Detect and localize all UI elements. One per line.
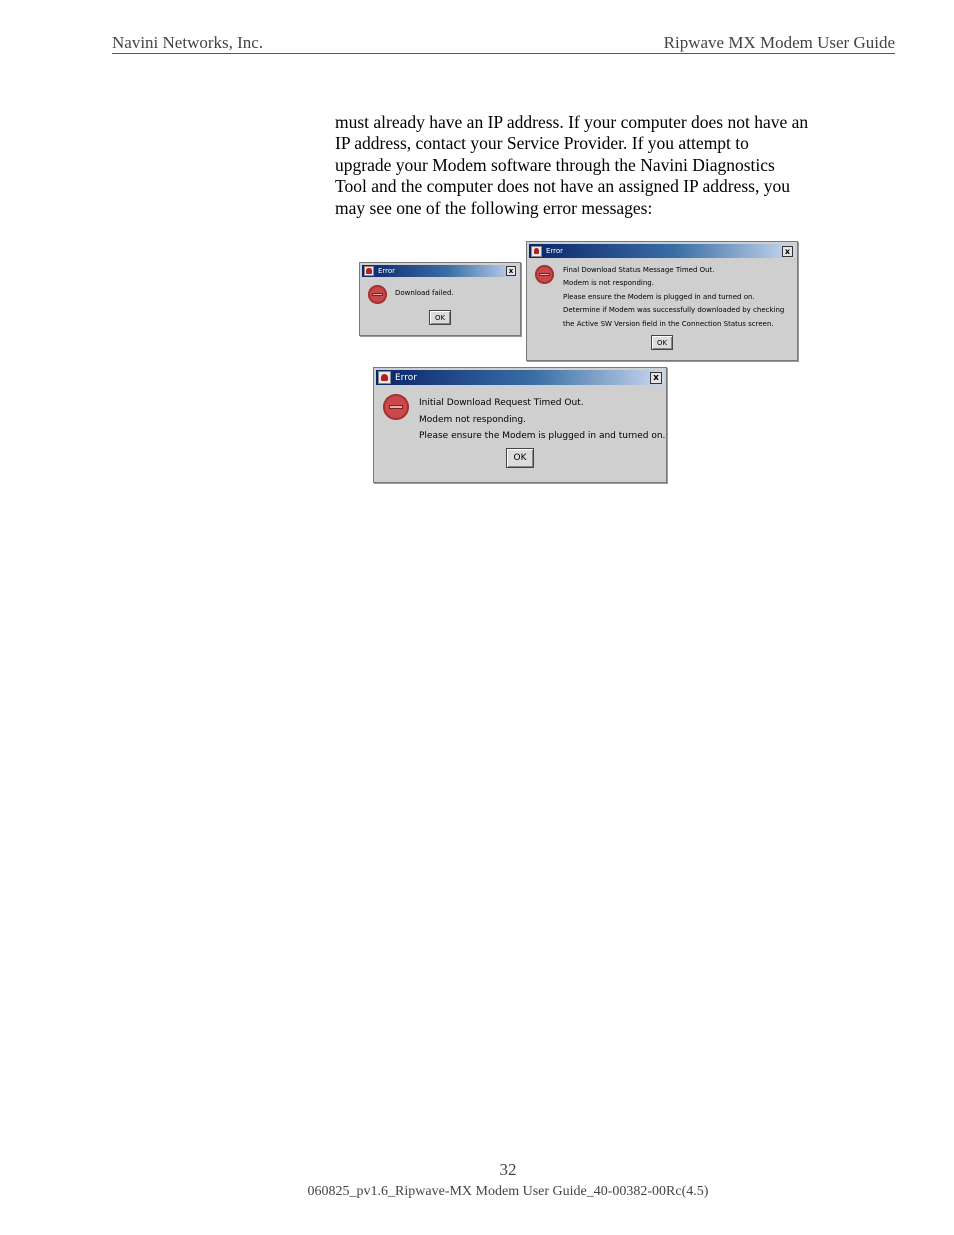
java-cup-icon	[364, 266, 374, 276]
header-doc-title: Ripwave MX Modem User Guide	[663, 33, 895, 52]
body-line: may see one of the following error messages:	[335, 197, 653, 218]
error-dialog-initial-request-timeout	[373, 367, 667, 483]
close-icon[interactable]: x	[650, 372, 662, 384]
body-line: must already have an IP address. If your computer does not have an	[335, 112, 809, 132]
message-line: Please ensure the Modem is plugged in and turned on.	[563, 292, 755, 301]
dialog-title-bar[interactable]	[362, 265, 518, 277]
error-dialog-final-status-timeout	[526, 241, 798, 361]
stop-icon	[368, 285, 387, 304]
page-number: 32	[499, 1160, 517, 1179]
header-company: Navini Networks, Inc.	[112, 33, 264, 52]
dialog-title-bar[interactable]	[376, 370, 664, 385]
close-icon[interactable]: x	[782, 246, 793, 257]
dialog-title: Error	[546, 247, 564, 255]
dialog-title-bar[interactable]	[529, 244, 795, 258]
message-line: Modem not responding.	[419, 414, 526, 425]
java-cup-icon	[531, 246, 542, 257]
dialog-title: Error	[378, 267, 396, 275]
dialog-message	[395, 289, 454, 298]
body-line: upgrade your Modem software through the Navini Diagnostics	[335, 154, 775, 175]
header-rule	[112, 53, 895, 54]
message-line: Determine if Modem was successfully downloaded by checking	[563, 306, 785, 315]
message-line: Final Download Status Message Timed Out.	[563, 266, 715, 274]
message-line: Initial Download Request Timed Out.	[419, 398, 584, 408]
message-line: the Active SW Version field in the Connection Status screen.	[563, 319, 774, 328]
body-line: IP address, contact your Service Provider. If you attempt to	[335, 133, 749, 154]
message-line: Download failed.	[395, 289, 454, 297]
dialog-title: Error	[395, 372, 417, 383]
ok-button[interactable]: OK	[506, 448, 534, 468]
message-line: Please ensure the Modem is plugged in and turned on.	[419, 431, 666, 441]
body-line: Tool and the computer does not have an assigned IP address, you	[335, 176, 790, 197]
body-paragraph	[335, 112, 855, 219]
dialog-message	[419, 395, 665, 445]
ok-button[interactable]: OK	[429, 310, 451, 325]
message-line: Modem is not responding.	[563, 279, 654, 288]
dialog-message	[563, 264, 784, 331]
stop-icon	[383, 394, 409, 420]
error-dialog-download-failed	[359, 262, 521, 336]
close-icon[interactable]: x	[506, 266, 516, 276]
stop-icon	[535, 265, 554, 284]
footer-doc-id: 060825_pv1.6_Ripwave-MX Modem User Guide_40-00382-00Rc(4.5)	[307, 1184, 709, 1199]
ok-button[interactable]: OK	[651, 335, 673, 350]
java-cup-icon	[378, 371, 391, 384]
